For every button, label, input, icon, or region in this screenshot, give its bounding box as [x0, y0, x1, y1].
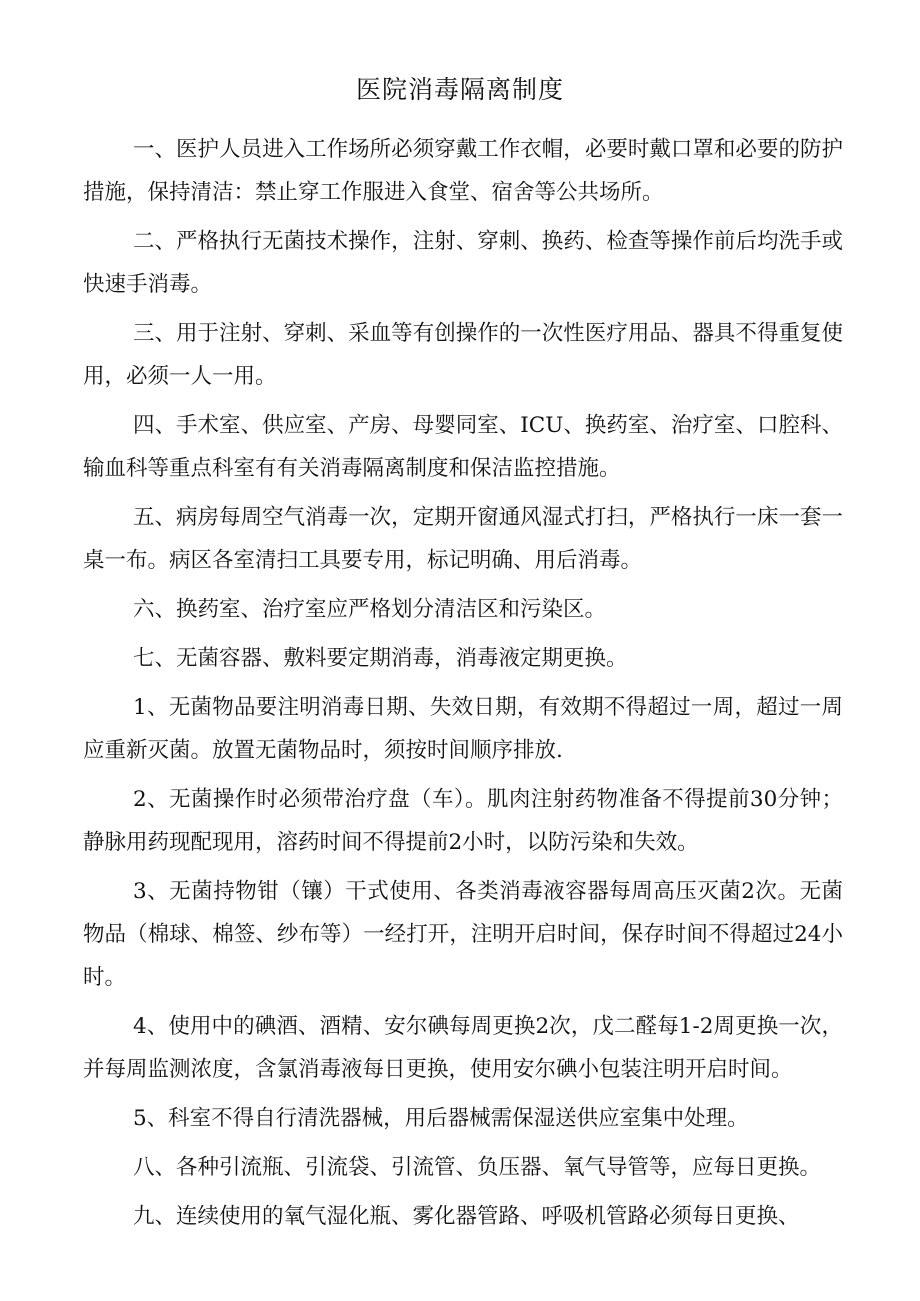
- paragraph-7-1: 1、无菌物品要注明消毒日期、失效日期，有效期不得超过一周，超过一周应重新灭菌。放置无菌物品时，须按时间顺序排放.: [83, 695, 843, 763]
- paragraph-7-2: 2、无菌操作时必须带治疗盘（车）。肌肉注射药物准备不得提前30分钟；静脉用药现配现用，溶药时间不得提前2小时，以防污染和失效。: [83, 787, 843, 855]
- document-title: 医院消毒隔离制度: [355, 75, 564, 104]
- paragraph-7-5: 5、科室不得自行清洗器械，用后器械需保湿送供应室集中处理。: [133, 1106, 749, 1131]
- paragraph-7-4: 4、使用中的碘酒、酒精、安尔碘每周更换2次，戊二醛每1-2周更换一次，并每周监测浓度，含氯消毒液每日更换，使用安尔碘小包装注明开启时间。: [83, 1014, 843, 1082]
- paragraph-1: 一、医护人员进入工作场所必须穿戴工作衣帽，必要时戴口罩和必要的防护措施，保持清洁：禁止穿工作服进入食堂、宿舍等公共场所。: [83, 137, 843, 205]
- document-body: [83, 128, 843, 1238]
- paragraph-2: 二、严格执行无菌技术操作，注射、穿刺、换药、检查等操作前后均洗手或快速手消毒。: [83, 229, 843, 297]
- paragraph-5: 五、病房每周空气消毒一次，定期开窗通风湿式打扫，严格执行一床一套一桌一布。病区各室清扫工具要专用，标记明确、用后消毒。: [83, 505, 843, 573]
- paragraph-9: 九、连续使用的氧气湿化瓶、雾化器管路、呼吸机管路必须每日更换、: [133, 1204, 800, 1229]
- paragraph-8: 八、各种引流瓶、引流袋、引流管、负压器、氧气导管等，应每日更换。: [133, 1155, 822, 1180]
- paragraph-6: 六、换药室、治疗室应严格划分清洁区和污染区。: [133, 597, 607, 622]
- paragraph-4: 四、手术室、供应室、产房、母婴同室、ICU、换药室、治疗室、口腔科、输血科等重点科室有有关消毒隔离制度和保洁监控措施。: [83, 413, 843, 481]
- paragraph-3: 三、用于注射、穿刺、采血等有创操作的一次性医疗用品、器具不得重复使用，必须一人一用。: [83, 321, 843, 389]
- paragraph-7-3: 3、无菌持物钳（镶）干式使用、各类消毒液容器每周高压灭菌2次。无菌物品（棉球、棉签、纱布等）一经打开，注明开启时间，保存时间不得超过24小时。: [83, 879, 843, 990]
- paragraph-7: 七、无菌容器、敷料要定期消毒，消毒液定期更换。: [133, 646, 628, 671]
